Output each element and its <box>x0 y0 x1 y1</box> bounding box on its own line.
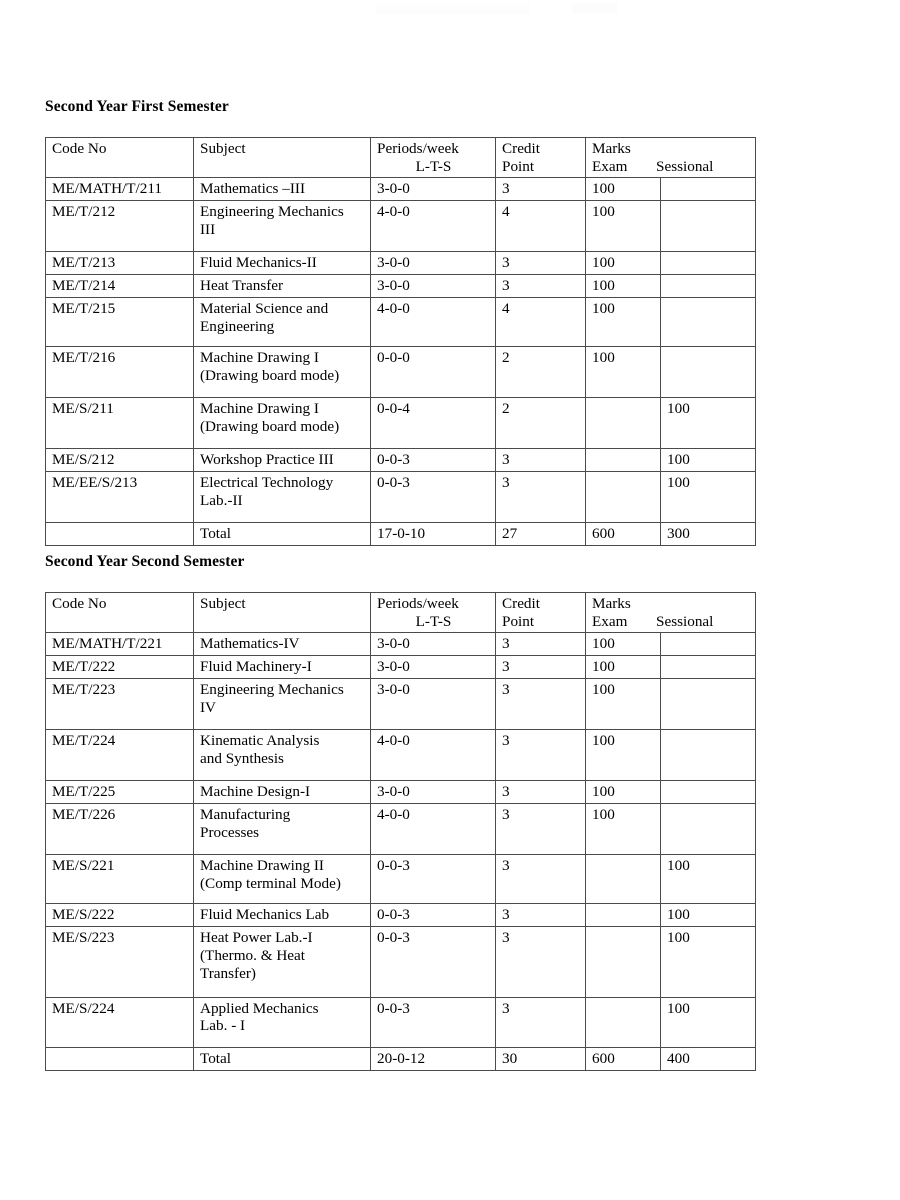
cell-exam-marks: 100 <box>586 201 661 252</box>
header-marks <box>586 592 756 633</box>
text-line: Total <box>200 1050 231 1068</box>
text-line: Engineering <box>200 318 275 336</box>
table-row <box>46 997 756 1048</box>
text-line: Heat Transfer <box>200 277 284 295</box>
cell-code-no: ME/T/224 <box>46 730 194 781</box>
cell-subject <box>194 522 371 545</box>
cell-periods: 0-0-3 <box>371 448 496 471</box>
cell-periods: 3-0-0 <box>371 275 496 298</box>
cell-subject <box>194 448 371 471</box>
cell-sessional-marks: 100 <box>661 997 756 1048</box>
cell-credit-point: 3 <box>496 656 586 679</box>
table-row <box>46 903 756 926</box>
text-line: Transfer) <box>200 964 256 982</box>
cell-periods: 3-0-0 <box>371 178 496 201</box>
cell-code-no: ME/T/214 <box>46 275 194 298</box>
header-code-no <box>46 592 194 633</box>
text-line: Fluid Mechanics Lab <box>200 905 330 923</box>
cell-periods: 17-0-10 <box>371 522 496 545</box>
text-line: Processes <box>200 823 260 841</box>
text-line: and Synthesis <box>200 750 284 768</box>
cell-periods: 0-0-4 <box>371 397 496 448</box>
header-periods-per-week <box>371 592 496 633</box>
cell-exam-marks: 100 <box>586 275 661 298</box>
cell-code-no: ME/T/222 <box>46 656 194 679</box>
cell-code-no: ME/T/212 <box>46 201 194 252</box>
cell-sessional-marks: 300 <box>661 522 756 545</box>
cell-credit-point: 30 <box>496 1048 586 1071</box>
header-periods-line2: L-T-S <box>415 612 452 630</box>
cell-credit-point: 3 <box>496 997 586 1048</box>
text-line <box>200 613 365 631</box>
course-table-1 <box>45 137 756 546</box>
cell-subject <box>194 679 371 730</box>
cell-code-no: ME/S/212 <box>46 448 194 471</box>
cell-exam-marks <box>586 926 661 997</box>
cell-code-no: ME/S/221 <box>46 854 194 903</box>
cell-sessional-marks: 100 <box>661 926 756 997</box>
cell-sessional-marks <box>661 679 756 730</box>
table-row <box>46 854 756 903</box>
cell-code-no: ME/S/223 <box>46 926 194 997</box>
cell-subject <box>194 903 371 926</box>
cell-credit-point: 3 <box>496 633 586 656</box>
text-line: (Comp terminal Mode) <box>200 874 341 892</box>
table-row <box>46 730 756 781</box>
cell-code-no: ME/T/225 <box>46 781 194 804</box>
cell-credit-point: 3 <box>496 926 586 997</box>
cell-code-no: ME/T/226 <box>46 804 194 855</box>
text-line: Point <box>502 612 535 630</box>
header-subject <box>194 592 371 633</box>
text-line: Total <box>200 524 231 542</box>
text-line: Fluid Mechanics-II <box>200 254 317 272</box>
header-periods-line1: Periods/week <box>377 139 459 157</box>
cell-subject <box>194 347 371 398</box>
table-row <box>46 275 756 298</box>
text-line: Material Science and <box>200 300 329 318</box>
text-line: Point <box>502 157 535 175</box>
header-marks-label: Marks <box>592 139 631 157</box>
table-body-2 <box>46 592 756 1071</box>
cell-sessional-marks: 400 <box>661 1048 756 1071</box>
table-header-row <box>46 592 756 633</box>
cell-credit-point: 3 <box>496 448 586 471</box>
cell-sessional-marks <box>661 804 756 855</box>
table-row <box>46 656 756 679</box>
header-exam: Exam <box>592 157 628 175</box>
table-body-1 <box>46 137 756 545</box>
cell-subject <box>194 275 371 298</box>
table-row <box>46 178 756 201</box>
cell-sessional-marks <box>661 201 756 252</box>
cell-code-no: ME/T/213 <box>46 252 194 275</box>
cell-exam-marks <box>586 397 661 448</box>
cell-code-no: ME/S/211 <box>46 397 194 448</box>
cell-exam-marks <box>586 471 661 522</box>
table-total-row <box>46 522 756 545</box>
text-line: (Thermo. & Heat <box>200 946 306 964</box>
cell-periods: 0-0-3 <box>371 471 496 522</box>
cell-credit-point: 3 <box>496 903 586 926</box>
text-line <box>52 158 188 176</box>
cell-periods: 4-0-0 <box>371 730 496 781</box>
cell-exam-marks: 100 <box>586 178 661 201</box>
cell-exam-marks: 100 <box>586 730 661 781</box>
cell-periods: 0-0-0 <box>371 347 496 398</box>
cell-subject <box>194 781 371 804</box>
cell-sessional-marks: 100 <box>661 854 756 903</box>
header-sessional: Sessional <box>656 157 714 175</box>
cell-exam-marks: 100 <box>586 633 661 656</box>
text-line: Workshop Practice III <box>200 450 334 468</box>
cell-subject <box>194 804 371 855</box>
cell-sessional-marks <box>661 730 756 781</box>
cell-periods: 0-0-3 <box>371 926 496 997</box>
cell-credit-point: 4 <box>496 298 586 347</box>
header-periods-per-week <box>371 137 496 178</box>
cell-subject <box>194 854 371 903</box>
cell-subject <box>194 926 371 997</box>
text-line <box>52 613 188 631</box>
header-marks-subrow <box>592 613 750 631</box>
table-row <box>46 298 756 347</box>
text-line: Machine Drawing I <box>200 399 319 417</box>
text-line: Code No <box>52 139 107 157</box>
cell-exam-marks: 100 <box>586 804 661 855</box>
text-line: Fluid Machinery-I <box>200 658 312 676</box>
table-total-row <box>46 1048 756 1071</box>
text-line: Machine Drawing II <box>200 856 324 874</box>
header-subject <box>194 137 371 178</box>
text-line: Mathematics-IV <box>200 635 300 653</box>
cell-periods: 4-0-0 <box>371 201 496 252</box>
cell-sessional-marks <box>661 275 756 298</box>
text-line: (Drawing board mode) <box>200 417 340 435</box>
cell-sessional-marks <box>661 347 756 398</box>
cell-exam-marks: 100 <box>586 656 661 679</box>
text-line: III <box>200 221 216 239</box>
cell-exam-marks <box>586 854 661 903</box>
cell-periods: 3-0-0 <box>371 633 496 656</box>
text-line: Engineering Mechanics <box>200 203 344 221</box>
cell-subject <box>194 633 371 656</box>
cell-exam-marks: 100 <box>586 679 661 730</box>
cell-subject <box>194 178 371 201</box>
cell-periods: 3-0-0 <box>371 781 496 804</box>
cell-credit-point: 4 <box>496 201 586 252</box>
text-line <box>200 158 365 176</box>
cell-code-no: ME/T/216 <box>46 347 194 398</box>
cell-exam-marks <box>586 448 661 471</box>
header-periods-line2: L-T-S <box>415 157 452 175</box>
cell-periods: 20-0-12 <box>371 1048 496 1071</box>
cell-sessional-marks <box>661 252 756 275</box>
header-credit-point <box>496 592 586 633</box>
header-credit-point <box>496 137 586 178</box>
text-line: Credit <box>502 594 540 612</box>
header-code-no <box>46 137 194 178</box>
cell-subject <box>194 656 371 679</box>
cell-sessional-marks <box>661 781 756 804</box>
cell-periods: 3-0-0 <box>371 679 496 730</box>
table-row <box>46 397 756 448</box>
cell-periods: 3-0-0 <box>371 252 496 275</box>
text-line: Kinematic Analysis <box>200 732 320 750</box>
cell-periods: 4-0-0 <box>371 298 496 347</box>
text-line: Credit <box>502 139 540 157</box>
cell-credit-point: 3 <box>496 730 586 781</box>
cell-sessional-marks: 100 <box>661 448 756 471</box>
cell-subject <box>194 997 371 1048</box>
cell-periods: 4-0-0 <box>371 804 496 855</box>
text-line: Electrical Technology <box>200 473 334 491</box>
text-line: Code No <box>52 594 107 612</box>
table-row <box>46 781 756 804</box>
table-row <box>46 201 756 252</box>
table-header-row <box>46 137 756 178</box>
cell-subject <box>194 730 371 781</box>
cell-periods: 3-0-0 <box>371 656 496 679</box>
cell-sessional-marks <box>661 656 756 679</box>
cell-credit-point: 3 <box>496 804 586 855</box>
course-table-2 <box>45 592 756 1072</box>
cell-exam-marks: 100 <box>586 347 661 398</box>
header-periods-line1: Periods/week <box>377 594 459 612</box>
cell-sessional-marks: 100 <box>661 397 756 448</box>
cell-credit-point: 2 <box>496 397 586 448</box>
header-sessional: Sessional <box>656 612 714 630</box>
cell-periods: 0-0-3 <box>371 854 496 903</box>
table-row <box>46 633 756 656</box>
cell-subject <box>194 397 371 448</box>
cell-exam-marks <box>586 903 661 926</box>
table-row <box>46 926 756 997</box>
text-line: Heat Power Lab.-I <box>200 928 313 946</box>
cell-credit-point: 27 <box>496 522 586 545</box>
cell-exam-marks: 600 <box>586 1048 661 1071</box>
cell-code-no: ME/T/223 <box>46 679 194 730</box>
table-row <box>46 471 756 522</box>
cell-exam-marks <box>586 997 661 1048</box>
cell-exam-marks: 100 <box>586 781 661 804</box>
cell-code-no: ME/MATH/T/211 <box>46 178 194 201</box>
cell-credit-point: 3 <box>496 252 586 275</box>
text-line: (Drawing board mode) <box>200 366 340 384</box>
cell-sessional-marks <box>661 298 756 347</box>
header-marks <box>586 137 756 178</box>
text-line: Mathematics –III <box>200 180 306 198</box>
semester-section-1 <box>45 98 757 546</box>
semester-section-2 <box>45 553 757 1071</box>
table-row <box>46 252 756 275</box>
cell-sessional-marks <box>661 178 756 201</box>
text-line: Manufacturing <box>200 806 291 824</box>
cell-credit-point: 3 <box>496 471 586 522</box>
text-line: Subject <box>200 139 246 157</box>
text-line: Lab.-II <box>200 491 243 509</box>
cell-periods: 0-0-3 <box>371 903 496 926</box>
cell-code-no: ME/T/215 <box>46 298 194 347</box>
cell-code-no <box>46 1048 194 1071</box>
table-row <box>46 347 756 398</box>
table-row <box>46 804 756 855</box>
cell-credit-point: 3 <box>496 781 586 804</box>
header-marks-subrow <box>592 158 750 176</box>
cell-code-no <box>46 522 194 545</box>
table-row <box>46 679 756 730</box>
page-top-artifact-secondary <box>572 3 617 14</box>
cell-exam-marks: 100 <box>586 252 661 275</box>
table-row <box>46 448 756 471</box>
cell-code-no: ME/EE/S/213 <box>46 471 194 522</box>
text-line: Subject <box>200 594 246 612</box>
text-line: Machine Drawing I <box>200 349 319 367</box>
cell-code-no: ME/MATH/T/221 <box>46 633 194 656</box>
cell-sessional-marks <box>661 633 756 656</box>
cell-code-no: ME/S/222 <box>46 903 194 926</box>
cell-code-no: ME/S/224 <box>46 997 194 1048</box>
header-exam: Exam <box>592 612 628 630</box>
text-line: Lab. - I <box>200 1017 246 1035</box>
text-line: Machine Design-I <box>200 783 311 801</box>
page-top-artifact <box>375 3 530 14</box>
cell-subject <box>194 252 371 275</box>
text-line: Engineering Mechanics <box>200 681 344 699</box>
cell-subject <box>194 1048 371 1071</box>
cell-credit-point: 3 <box>496 679 586 730</box>
cell-periods: 0-0-3 <box>371 997 496 1048</box>
cell-exam-marks: 600 <box>586 522 661 545</box>
header-marks-label: Marks <box>592 594 631 612</box>
section-title-1: Second Year First Semester <box>45 98 229 115</box>
cell-sessional-marks: 100 <box>661 903 756 926</box>
cell-sessional-marks: 100 <box>661 471 756 522</box>
cell-credit-point: 3 <box>496 275 586 298</box>
cell-subject <box>194 471 371 522</box>
cell-exam-marks: 100 <box>586 298 661 347</box>
cell-credit-point: 2 <box>496 347 586 398</box>
cell-subject <box>194 298 371 347</box>
cell-credit-point: 3 <box>496 854 586 903</box>
cell-credit-point: 3 <box>496 178 586 201</box>
text-line: IV <box>200 699 217 717</box>
text-line: Applied Mechanics <box>200 999 319 1017</box>
cell-subject <box>194 201 371 252</box>
section-title-2: Second Year Second Semester <box>45 553 245 570</box>
